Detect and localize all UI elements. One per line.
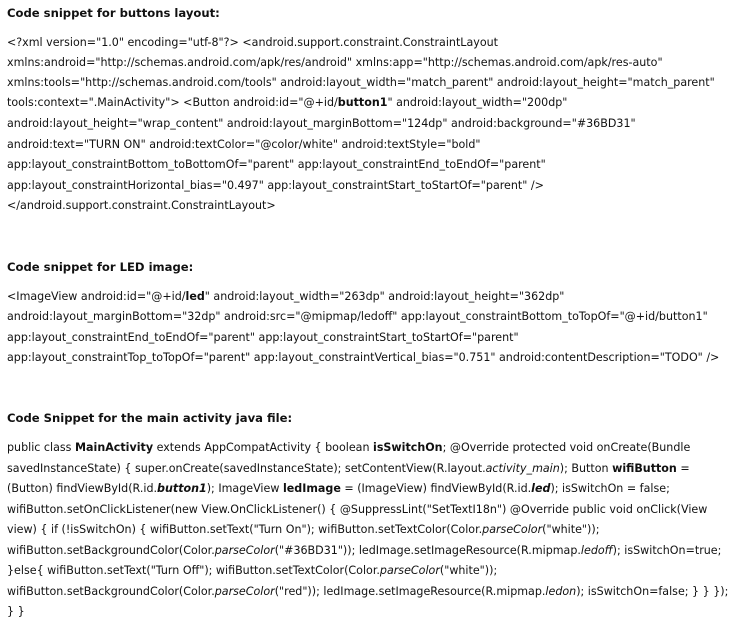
- code-line: </android.support.constraint.ConstraintLayout>: [7, 199, 276, 212]
- code-line: wifiButton.setBackgroundColor(Color.parseColor("red")); ledImage.setImageResource(R.mipmap.ledon); isSwitchOn=false; } } });: [7, 585, 729, 598]
- code-line: wifiButton.setBackgroundColor(Color.parseColor("#36BD31")); ledImage.setImageResource(R.mipmap.ledoff); isSwitchOn=true;: [7, 544, 722, 557]
- code-line: savedInstanceState) { super.onCreate(savedInstanceState); setContentView(R.layout.activity_main); Button wifiButton =: [7, 462, 690, 475]
- code-line: <ImageView android:id="@+id/led" android:layout_width="263dp" android:layout_height="362dp": [7, 290, 565, 303]
- code-line: <?xml version="1.0" encoding="utf-8"?> <android.support.constraint.ConstraintLayout: [7, 36, 499, 49]
- code-line: xmlns:android="http://schemas.android.com/apk/res/android" xmlns:app="http://schemas.android.com/apk/res-auto": [7, 56, 663, 69]
- code-line: wifiButton.setOnClickListener(new View.OnClickListener() { @SuppressLint("SetTextI18n") @Override public void onClick(View: [7, 503, 708, 516]
- code-line: }else{ wifiButton.setText("Turn Off"); wifiButton.setTextColor(Color.parseColor("white"));: [7, 564, 498, 577]
- code-line: xmlns:tools="http://schemas.android.com/tools" android:layout_width="match_parent" android:layout_height="match_parent": [7, 76, 715, 89]
- code-line: android:text="TURN ON" android:textColor="@color/white" android:textStyle="bold": [7, 138, 481, 151]
- code-line: app:layout_constraintEnd_toEndOf="parent" app:layout_constraintStart_toStartOf="parent": [7, 331, 519, 344]
- code-line: } }: [7, 605, 25, 618]
- code-line: tools:context=".MainActivity"> <Button android:id="@+id/button1" android:layout_width="200dp": [7, 96, 568, 109]
- code-line: app:layout_constraintTop_toTopOf="parent" app:layout_constraintVertical_bias="0.751" android:contentDescription="TODO" />: [7, 351, 720, 364]
- code-line: public class MainActivity extends AppCompatActivity { boolean isSwitchOn; @Override protected void onCreate(Bundle: [7, 441, 691, 454]
- code-line: view) { if (!isSwitchOn) { wifiButton.setText("Turn On"); wifiButton.setTextColor(Color.parseColor("white"));: [7, 523, 600, 536]
- code-line: app:layout_constraintHorizontal_bias="0.497" app:layout_constraintStart_toStartOf="parent" />: [7, 179, 544, 192]
- heading-led-image: Code snippet for LED image:: [7, 260, 194, 274]
- code-line: android:layout_marginBottom="32dp" android:src="@mipmap/ledoff" app:layout_constraintBottom_toTopOf="@+id/button1": [7, 310, 708, 323]
- heading-buttons-layout: Code snippet for buttons layout:: [7, 6, 220, 20]
- code-line: app:layout_constraintBottom_toBottomOf="parent" app:layout_constraintEnd_toEndOf="parent": [7, 158, 546, 171]
- code-line: android:layout_height="wrap_content" android:layout_marginBottom="124dp" android:background="#36BD31": [7, 117, 636, 130]
- heading-main-activity: Code Snippet for the main activity java file:: [7, 411, 293, 425]
- code-line: (Button) findViewById(R.id.button1); ImageView ledImage = (ImageView) findViewById(R.id.led); isSwitchOn = false;: [7, 482, 670, 495]
